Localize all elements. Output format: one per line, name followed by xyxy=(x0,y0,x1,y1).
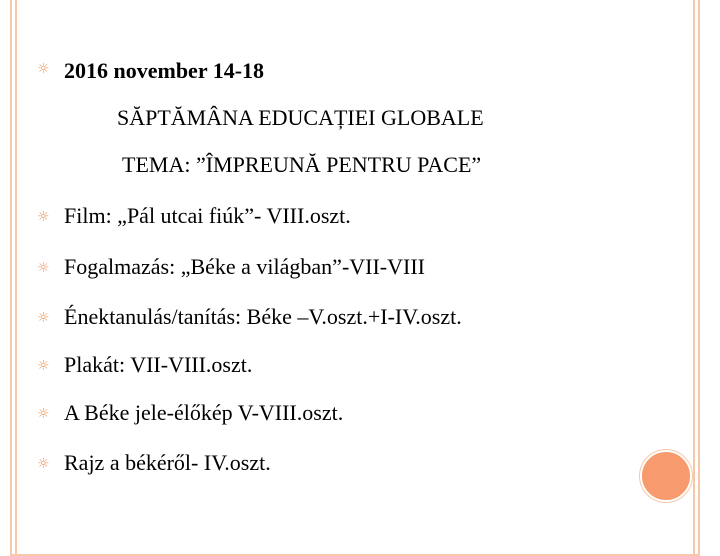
decorative-circle xyxy=(640,450,692,502)
sun-icon: ☼ xyxy=(37,310,50,326)
list-item: Film: „Pál utcai fiúk”- VIII.oszt. xyxy=(64,203,351,228)
list-item: A Béke jele-élőkép V-VIII.oszt. xyxy=(64,400,344,425)
list-item: Rajz a békéről- IV.oszt. xyxy=(64,450,271,475)
sun-icon: ☼ xyxy=(37,209,50,225)
theme-title: TEMA: ”ÎMPREUNĂ PENTRU PACE” xyxy=(122,152,482,177)
event-title: SĂPTĂMÂNA EDUCAȚIEI GLOBALE xyxy=(117,105,484,130)
sun-icon: ☼ xyxy=(37,358,50,374)
sun-icon: ☼ xyxy=(37,456,50,472)
sun-icon: ☼ xyxy=(37,406,50,422)
sun-icon: ☼ xyxy=(37,260,50,276)
list-item: Plakát: VII-VIII.oszt. xyxy=(64,352,253,377)
list-item: Fogalmazás: „Béke a világban”-VII-VIII xyxy=(64,254,426,279)
sun-icon: ☼ xyxy=(37,61,50,77)
date-heading: 2016 november 14-18 xyxy=(64,58,265,83)
list-item: Énektanulás/tanítás: Béke –V.oszt.+I-IV.oszt. xyxy=(64,304,462,329)
